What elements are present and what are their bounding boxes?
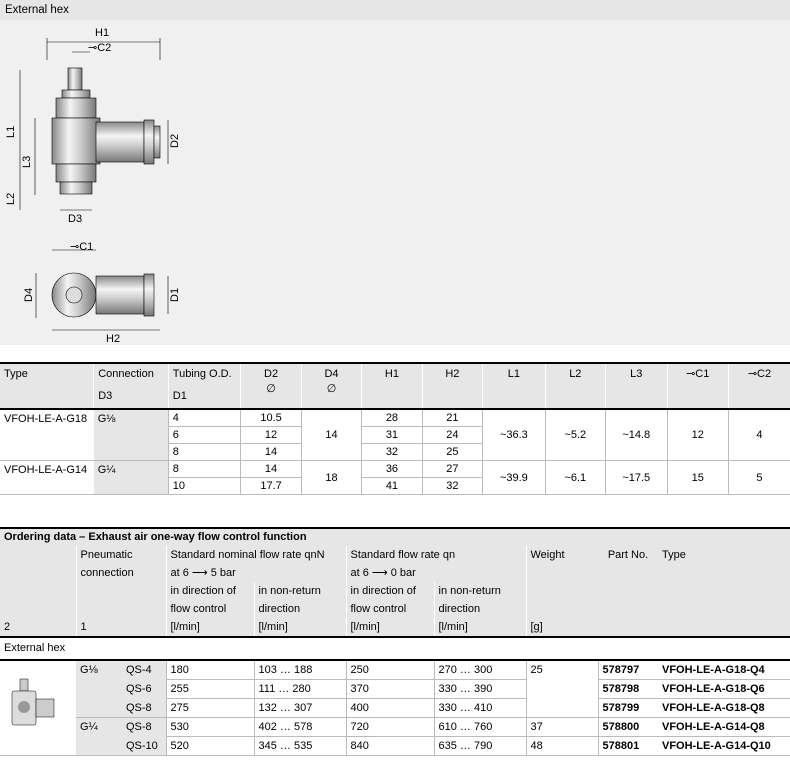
flow-cell: 402 … 578 — [254, 718, 346, 737]
connection-cell: G⅛ — [94, 409, 169, 461]
unit-lmin: [l/min] — [166, 618, 254, 637]
flow-cell: 111 … 280 — [254, 680, 346, 699]
col-std-flow: Standard flow rate qn — [346, 546, 526, 564]
label-c1: ⊸C1 — [70, 241, 94, 253]
ordering-table — [0, 527, 790, 756]
weight-cell: 48 — [526, 737, 598, 756]
table-row — [0, 409, 790, 427]
part-no-cell: 578801 — [598, 737, 658, 756]
h1-cell: 32 — [362, 444, 422, 461]
l3-cell: ~14.8 — [606, 409, 667, 461]
h1-cell: 36 — [362, 461, 422, 478]
col-c1: ⊸C1 — [667, 363, 728, 384]
dimensions-table — [0, 362, 790, 495]
flow-cell: 250 — [346, 660, 434, 680]
col-h1: H1 — [362, 363, 422, 384]
flow-cell: 530 — [166, 718, 254, 737]
col-c2: ⊸C2 — [728, 363, 790, 384]
product-image — [0, 660, 76, 756]
d2-cell: 12 — [241, 427, 301, 444]
ordering-header-row — [0, 546, 790, 564]
type-cell: VFOH-LE-A-G14-Q10 — [658, 737, 790, 756]
sub-d2-diameter: ∅ — [241, 384, 301, 409]
label-d3: D3 — [68, 213, 83, 225]
h2-cell: 21 — [422, 409, 482, 427]
ordering-group-row — [0, 637, 790, 660]
l2-cell: ~6.1 — [545, 461, 605, 495]
h1-cell: 28 — [362, 409, 422, 427]
col-type: Type — [662, 549, 686, 561]
ordering-title: Ordering data – Exhaust air one-way flow control function — [4, 531, 307, 543]
table-row — [0, 660, 790, 680]
label-d1: D1 — [169, 287, 181, 302]
label-l3: L3 — [21, 155, 33, 168]
port1-cell: QS-10 — [122, 737, 166, 756]
l1-cell: ~36.3 — [483, 409, 545, 461]
dims-subheader-row — [0, 384, 790, 409]
col-at5: at 6 ⟶ 5 bar — [166, 564, 346, 582]
label-h1: H1 — [95, 27, 110, 39]
flow-cell: 635 … 790 — [434, 737, 526, 756]
h2-cell: 25 — [422, 444, 482, 461]
d4-cell: 14 — [301, 409, 361, 461]
col-nonreturn-2: in non-return — [434, 582, 526, 600]
type-cell: VFOH-LE-A-G14 — [0, 461, 94, 495]
col-weight: Weight — [526, 546, 598, 564]
label-l1: L1 — [5, 125, 17, 138]
unit-lmin: [l/min] — [346, 618, 434, 637]
section-header-external-hex — [0, 0, 790, 20]
label-d2: D2 — [169, 133, 181, 148]
col-l3: L3 — [606, 363, 667, 384]
dims-header-row — [0, 363, 790, 384]
ordering-units-row — [0, 618, 790, 637]
col-nonreturn-2-l2: direction — [434, 600, 526, 618]
unit-g: [g] — [526, 618, 598, 637]
col-nonreturn-l2: direction — [254, 600, 346, 618]
port1-cell: QS-8 — [122, 699, 166, 718]
ordering-header-row-3 — [0, 582, 790, 600]
d4-cell: 18 — [301, 461, 361, 495]
ordering-title-row — [0, 528, 790, 546]
ordering-header-row-4 — [0, 600, 790, 618]
l2-cell: ~5.2 — [545, 409, 605, 461]
type-cell: VFOH-LE-A-G18 — [4, 413, 88, 425]
flow-cell: 345 … 535 — [254, 737, 346, 756]
col-pneumatic: Pneumatic — [76, 546, 166, 564]
flow-cell: 330 … 390 — [434, 680, 526, 699]
part-no-cell: 578800 — [598, 718, 658, 737]
part-no-cell: 578798 — [598, 680, 658, 699]
weight-cell: 37 — [526, 718, 598, 737]
col-dir-flow-2: in direction of — [346, 582, 434, 600]
type-cell: VFOH-LE-A-G18-Q6 — [658, 680, 790, 699]
flow-cell: 520 — [166, 737, 254, 756]
c1-cell: 12 — [667, 409, 728, 461]
col-d2: D2 — [241, 363, 301, 384]
col-l2: L2 — [545, 363, 605, 384]
d2-cell: 10.5 — [241, 409, 301, 427]
col-connection: Connection — [94, 363, 169, 384]
flow-cell: 275 — [166, 699, 254, 718]
d2-cell: 14 — [241, 461, 301, 478]
h1-cell: 31 — [362, 427, 422, 444]
col-port-2: 2 — [4, 621, 11, 633]
connection-cell: G¼ — [94, 461, 169, 495]
l1-cell: ~39.9 — [483, 461, 545, 495]
dimension-drawing-svg — [0, 20, 790, 345]
h1-cell: 41 — [362, 478, 422, 495]
sub-d3: D3 — [94, 384, 169, 409]
col-h2: H2 — [422, 363, 482, 384]
flow-cell: 255 — [166, 680, 254, 699]
c2-cell: 5 — [728, 461, 790, 495]
flow-cell: 720 — [346, 718, 434, 737]
label-d4: D4 — [23, 287, 35, 302]
table-row — [0, 461, 790, 478]
fitting-icon — [0, 675, 60, 735]
flow-cell: 610 … 760 — [434, 718, 526, 737]
flow-cell: 180 — [166, 660, 254, 680]
col-dir-flow: in direction of — [166, 582, 254, 600]
flow-cell: 370 — [346, 680, 434, 699]
tubing-cell: 8 — [168, 444, 241, 461]
col-part-no: Part No. — [607, 549, 649, 561]
h2-cell: 24 — [422, 427, 482, 444]
type-cell: VFOH-LE-A-G14-Q8 — [658, 718, 790, 737]
label-l2: L2 — [5, 192, 17, 205]
port1-cell: QS-6 — [122, 680, 166, 699]
tubing-cell: 4 — [168, 409, 241, 427]
sub-d1: D1 — [168, 384, 241, 409]
part-no-cell: 578799 — [598, 699, 658, 718]
flow-cell: 840 — [346, 737, 434, 756]
col-l1: L1 — [483, 363, 545, 384]
group-external-hex: External hex — [4, 642, 66, 654]
tubing-cell: 10 — [168, 478, 241, 495]
unit-lmin: [l/min] — [254, 618, 346, 637]
l3-cell: ~17.5 — [606, 461, 667, 495]
flow-cell: 270 … 300 — [434, 660, 526, 680]
weight-cell: 25 — [526, 660, 598, 718]
label-c2: ⊸C2 — [88, 42, 112, 54]
col-std-nominal: Standard nominal flow rate qnN — [166, 546, 346, 564]
type-cell: VFOH-LE-A-G18-Q4 — [662, 664, 765, 676]
port2-cell: G¼ — [76, 718, 122, 756]
d2-cell: 17.7 — [241, 478, 301, 495]
sub-d4-diameter: ∅ — [301, 384, 361, 409]
section-title: External hex — [5, 4, 69, 16]
unit-lmin: [l/min] — [434, 618, 526, 637]
col-port-1: 1 — [76, 618, 122, 637]
col-type: Type — [4, 368, 28, 380]
c1-cell: 15 — [667, 461, 728, 495]
col-nonreturn: in non-return — [254, 582, 346, 600]
port1-cell: QS-4 — [122, 660, 166, 680]
part-no-cell: 578797 — [598, 660, 658, 680]
c2-cell: 4 — [728, 409, 790, 461]
flow-cell: 132 … 307 — [254, 699, 346, 718]
col-dir-flow-l2: flow control — [166, 600, 254, 618]
flow-cell: 400 — [346, 699, 434, 718]
flow-cell: 103 … 188 — [254, 660, 346, 680]
col-at0: at 6 ⟶ 0 bar — [346, 564, 526, 582]
d2-cell: 14 — [241, 444, 301, 461]
h2-cell: 27 — [422, 461, 482, 478]
tubing-cell: 6 — [168, 427, 241, 444]
tubing-cell: 8 — [168, 461, 241, 478]
col-dir-flow-2-l2: flow control — [346, 600, 434, 618]
technical-drawing — [0, 20, 790, 345]
h2-cell: 32 — [422, 478, 482, 495]
ordering-header-row-2 — [0, 564, 790, 582]
col-d4: D4 — [301, 363, 361, 384]
table-row — [0, 718, 790, 737]
port2-cell: G⅛ — [76, 660, 122, 718]
label-h2: H2 — [106, 333, 121, 345]
port1-cell: QS-8 — [122, 718, 166, 737]
type-cell: VFOH-LE-A-G18-Q8 — [658, 699, 790, 718]
flow-cell: 330 … 410 — [434, 699, 526, 718]
col-tubing: Tubing O.D. — [168, 363, 241, 384]
col-connection: connection — [76, 564, 166, 582]
